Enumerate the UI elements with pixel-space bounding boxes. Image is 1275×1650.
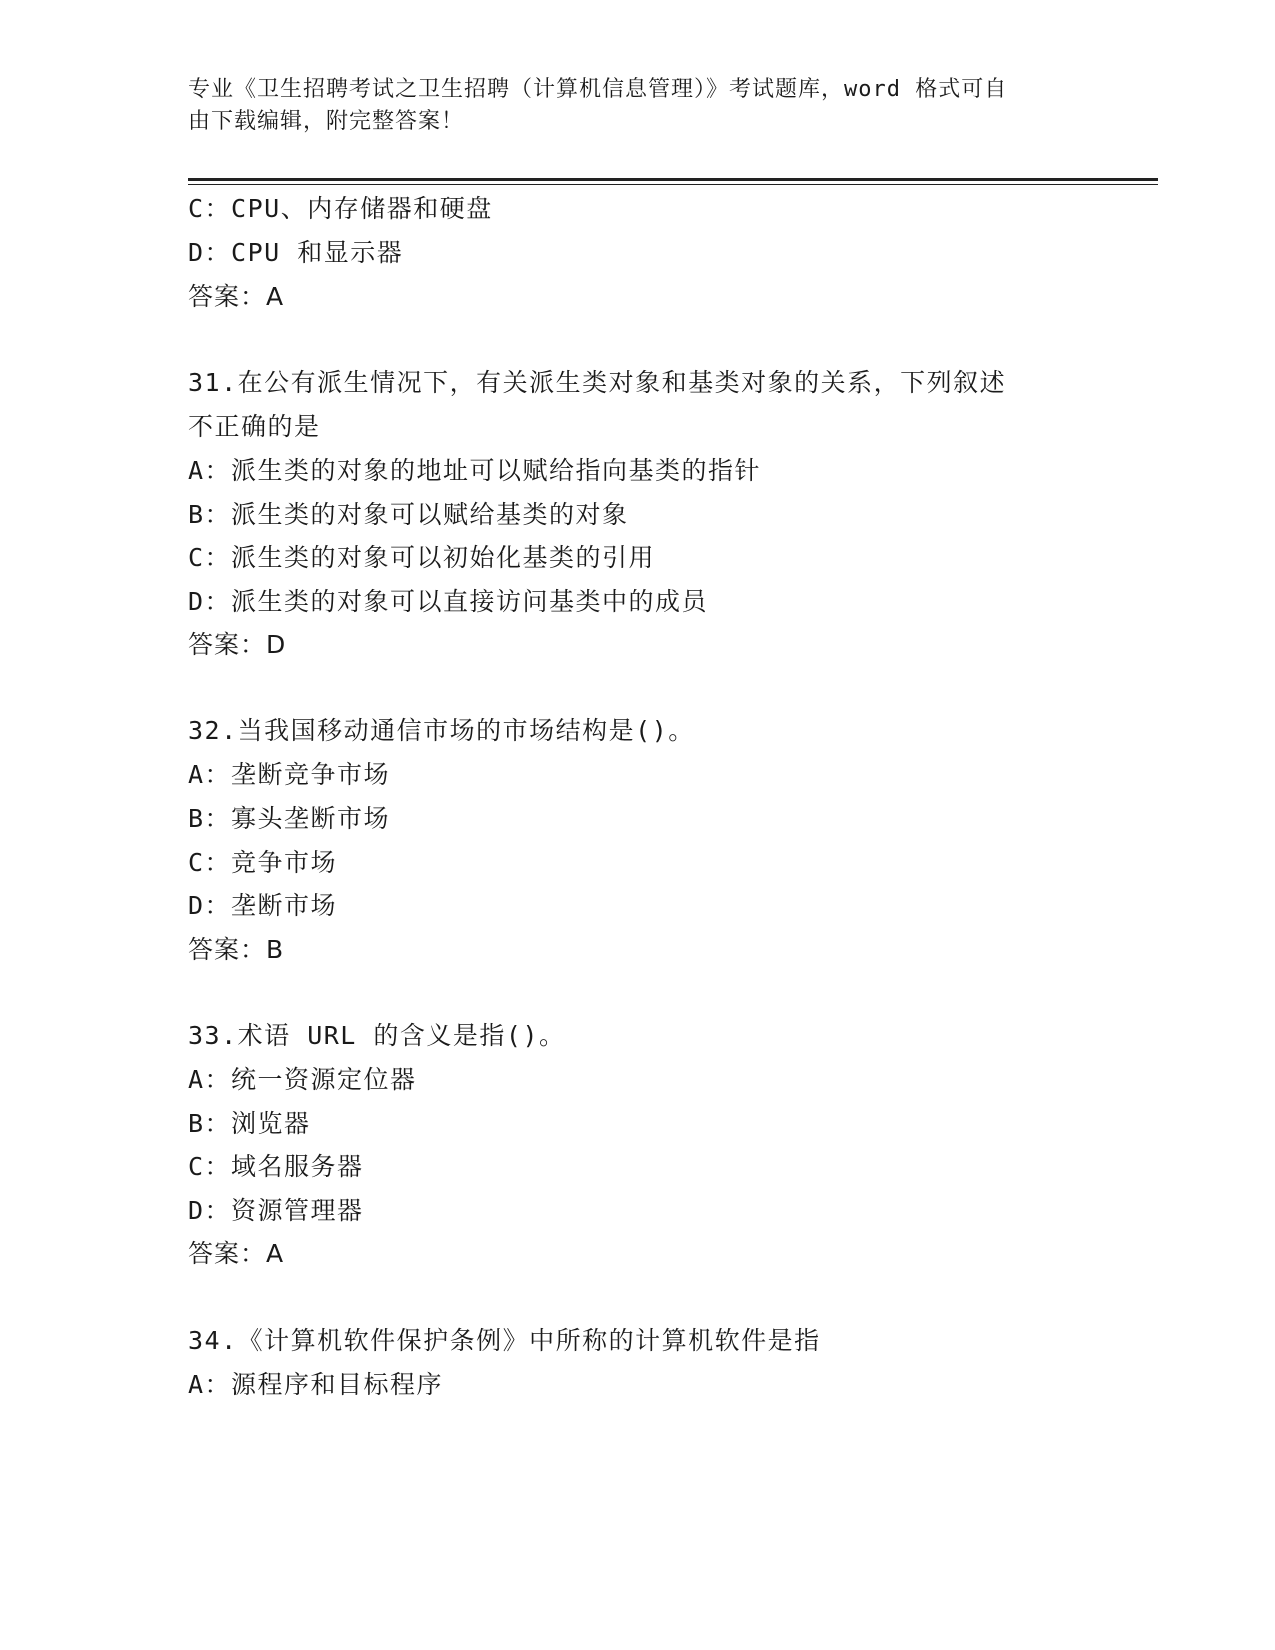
q32-option-b: B：寡头垄断市场 <box>188 804 391 833</box>
q33-answer: 答案：A <box>188 1239 285 1268</box>
q33-option-d: D：资源管理器 <box>188 1196 364 1225</box>
q33-option-b: B：浏览器 <box>188 1109 311 1138</box>
q32-answer: 答案：B <box>188 935 285 964</box>
q32-option-c: C：竞争市场 <box>188 848 338 877</box>
prev-option-c: C：CPU、内存储器和硬盘 <box>188 194 493 223</box>
prev-answer: 答案：A <box>188 282 285 311</box>
q33-option-a: A：统一资源定位器 <box>188 1065 417 1094</box>
q31-answer: 答案：D <box>188 630 287 659</box>
document-header <box>188 74 1088 138</box>
q31-option-c: C：派生类的对象可以初始化基类的引用 <box>188 543 656 572</box>
q32-option-d: D：垄断市场 <box>188 891 338 920</box>
q32-option-a: A：垄断竞争市场 <box>188 760 391 789</box>
q34-stem: 34.《计算机软件保护条例》中所称的计算机软件是指 <box>188 1326 821 1355</box>
q31-stem-line-2: 不正确的是 <box>188 412 321 441</box>
header-line-2: 由下载编辑，附完整答案！ <box>188 109 465 134</box>
q31-option-d: D：派生类的对象可以直接访问基类中的成员 <box>188 587 709 616</box>
header-divider-thick <box>188 178 1158 181</box>
header-line-1: 专业《卫生招聘考试之卫生招聘（计算机信息管理）》考试题库，word 格式可自 <box>188 77 1008 102</box>
q31-option-b: B：派生类的对象可以赋给基类的对象 <box>188 500 629 529</box>
q32-stem: 32.当我国移动通信市场的市场结构是()。 <box>188 716 695 745</box>
q33-option-c: C：域名服务器 <box>188 1152 364 1181</box>
prev-option-d: D：CPU 和显示器 <box>188 238 404 267</box>
q31-stem-line-1: 31.在公有派生情况下，有关派生类对象和基类对象的关系，下列叙述 <box>188 368 1007 397</box>
q34-option-a: A：源程序和目标程序 <box>188 1370 444 1399</box>
header-divider-thin <box>188 184 1158 185</box>
q31-option-a: A：派生类的对象的地址可以赋给指向基类的指针 <box>188 456 762 485</box>
q33-stem: 33.术语 URL 的含义是指()。 <box>188 1021 566 1050</box>
